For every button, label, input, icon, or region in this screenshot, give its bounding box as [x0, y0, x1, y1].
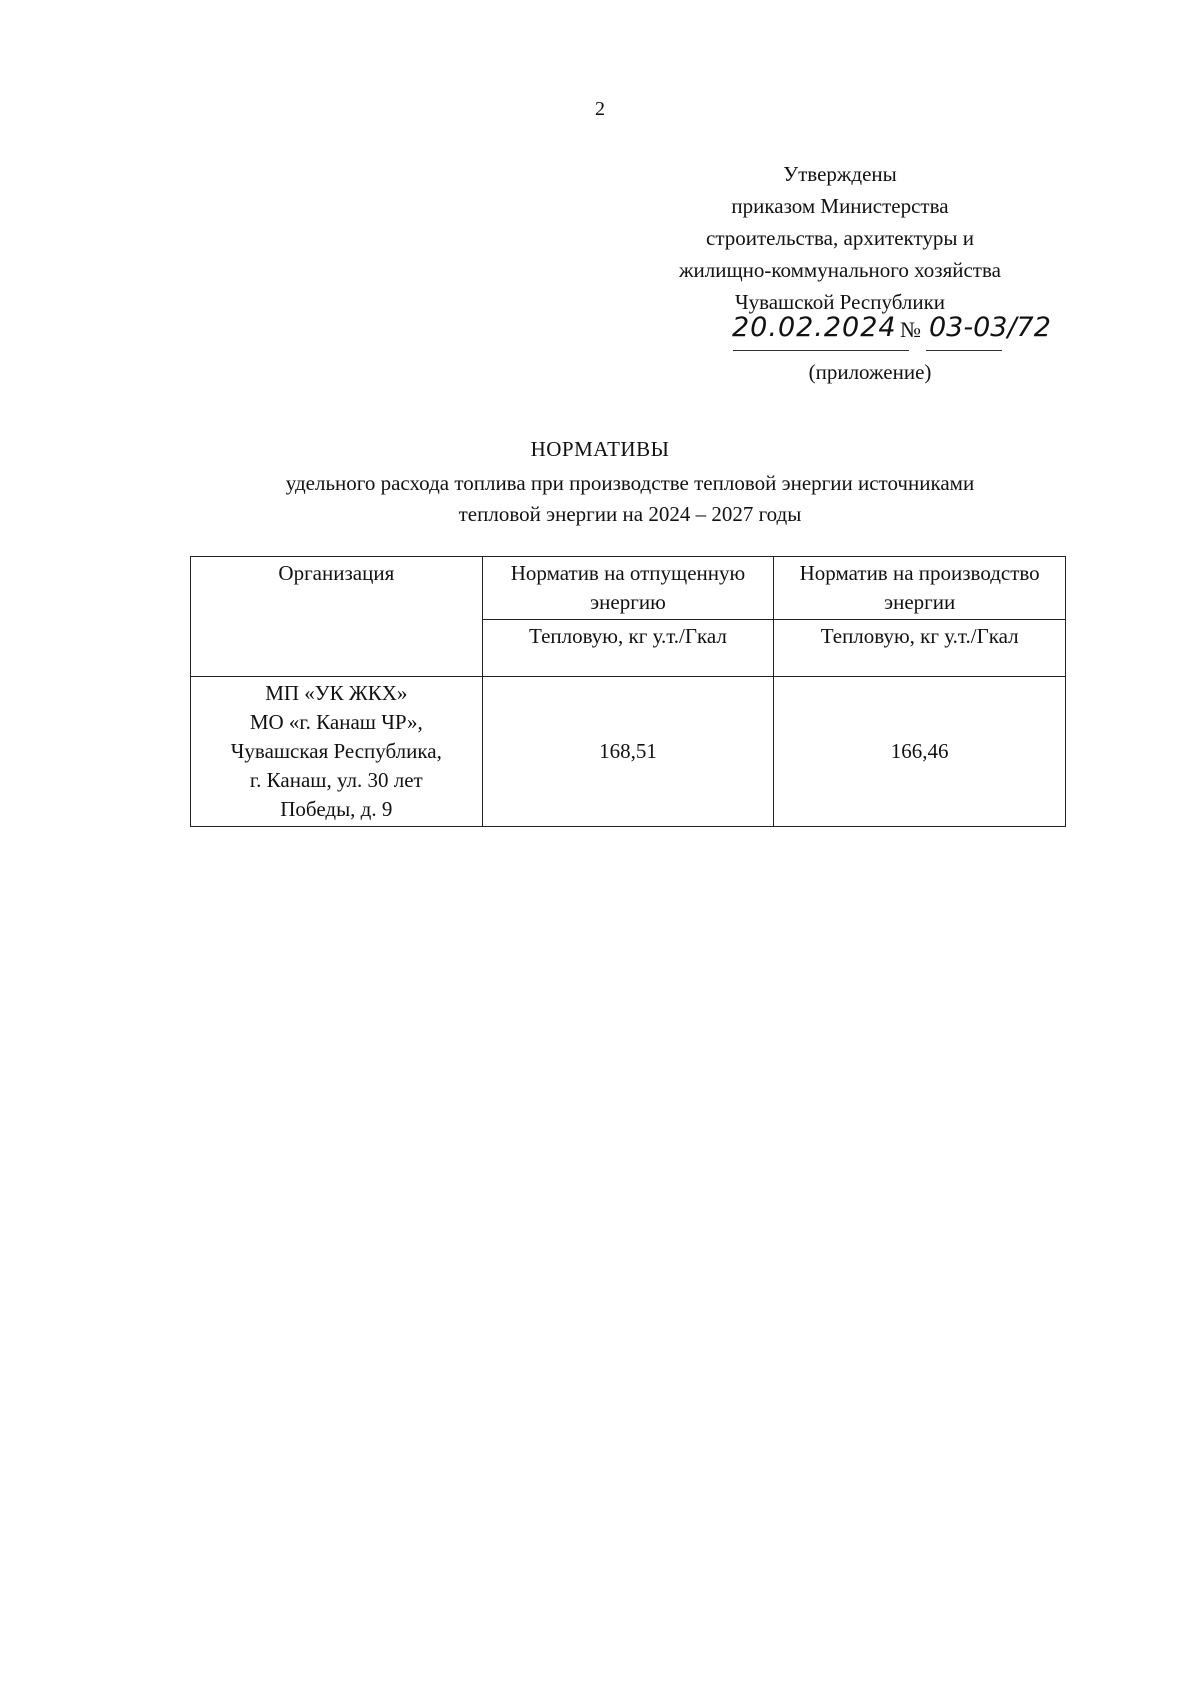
norms-table — [190, 556, 1066, 827]
header-organization: Организация — [191, 557, 483, 677]
number-sign: № — [900, 317, 921, 342]
header-production: Норматив на производство энергии — [774, 557, 1066, 620]
document-title: НОРМАТИВЫ — [530, 437, 670, 461]
number-underline — [926, 350, 1002, 351]
date-underline — [733, 350, 909, 351]
subheader-released: Тепловую, кг у.т./Гкал — [482, 620, 774, 677]
subtitle-line: удельного расхода топлива при производстве тепловой энергии источниками — [285, 471, 975, 495]
approval-line: Чувашской Республики — [734, 290, 946, 314]
appendix-label: (приложение) — [808, 360, 932, 384]
table-row — [191, 677, 1066, 827]
subheader-production: Тепловую, кг у.т./Гкал — [774, 620, 1066, 677]
handwritten-date: 20.02.2024 — [732, 312, 897, 343]
approval-line: приказом Министерства — [731, 194, 949, 218]
table-header-row — [191, 557, 1066, 620]
cell-released-value: 168,51 — [482, 677, 774, 827]
approval-block — [640, 158, 1051, 354]
cell-organization: МП «УК ЖКХ» МО «г. Канаш ЧР», Чувашская Республика, г. Канаш, ул. 30 лет Победы, д. 9 — [191, 677, 483, 827]
signature-line — [640, 312, 1051, 354]
cell-production-value: 166,46 — [774, 677, 1066, 827]
subtitle-line: тепловой энергии на 2024 – 2027 годы — [458, 502, 802, 526]
handwritten-number: 03-03/72 — [929, 312, 1051, 343]
document-subtitle — [150, 468, 1110, 530]
approval-line: строительства, архитектуры и — [706, 226, 974, 250]
approval-line: Утверждены — [783, 162, 897, 186]
page-number: 2 — [595, 98, 605, 120]
header-released: Норматив на отпущенную энергию — [482, 557, 774, 620]
approval-line: жилищно-коммунального хозяйства — [679, 258, 1001, 282]
